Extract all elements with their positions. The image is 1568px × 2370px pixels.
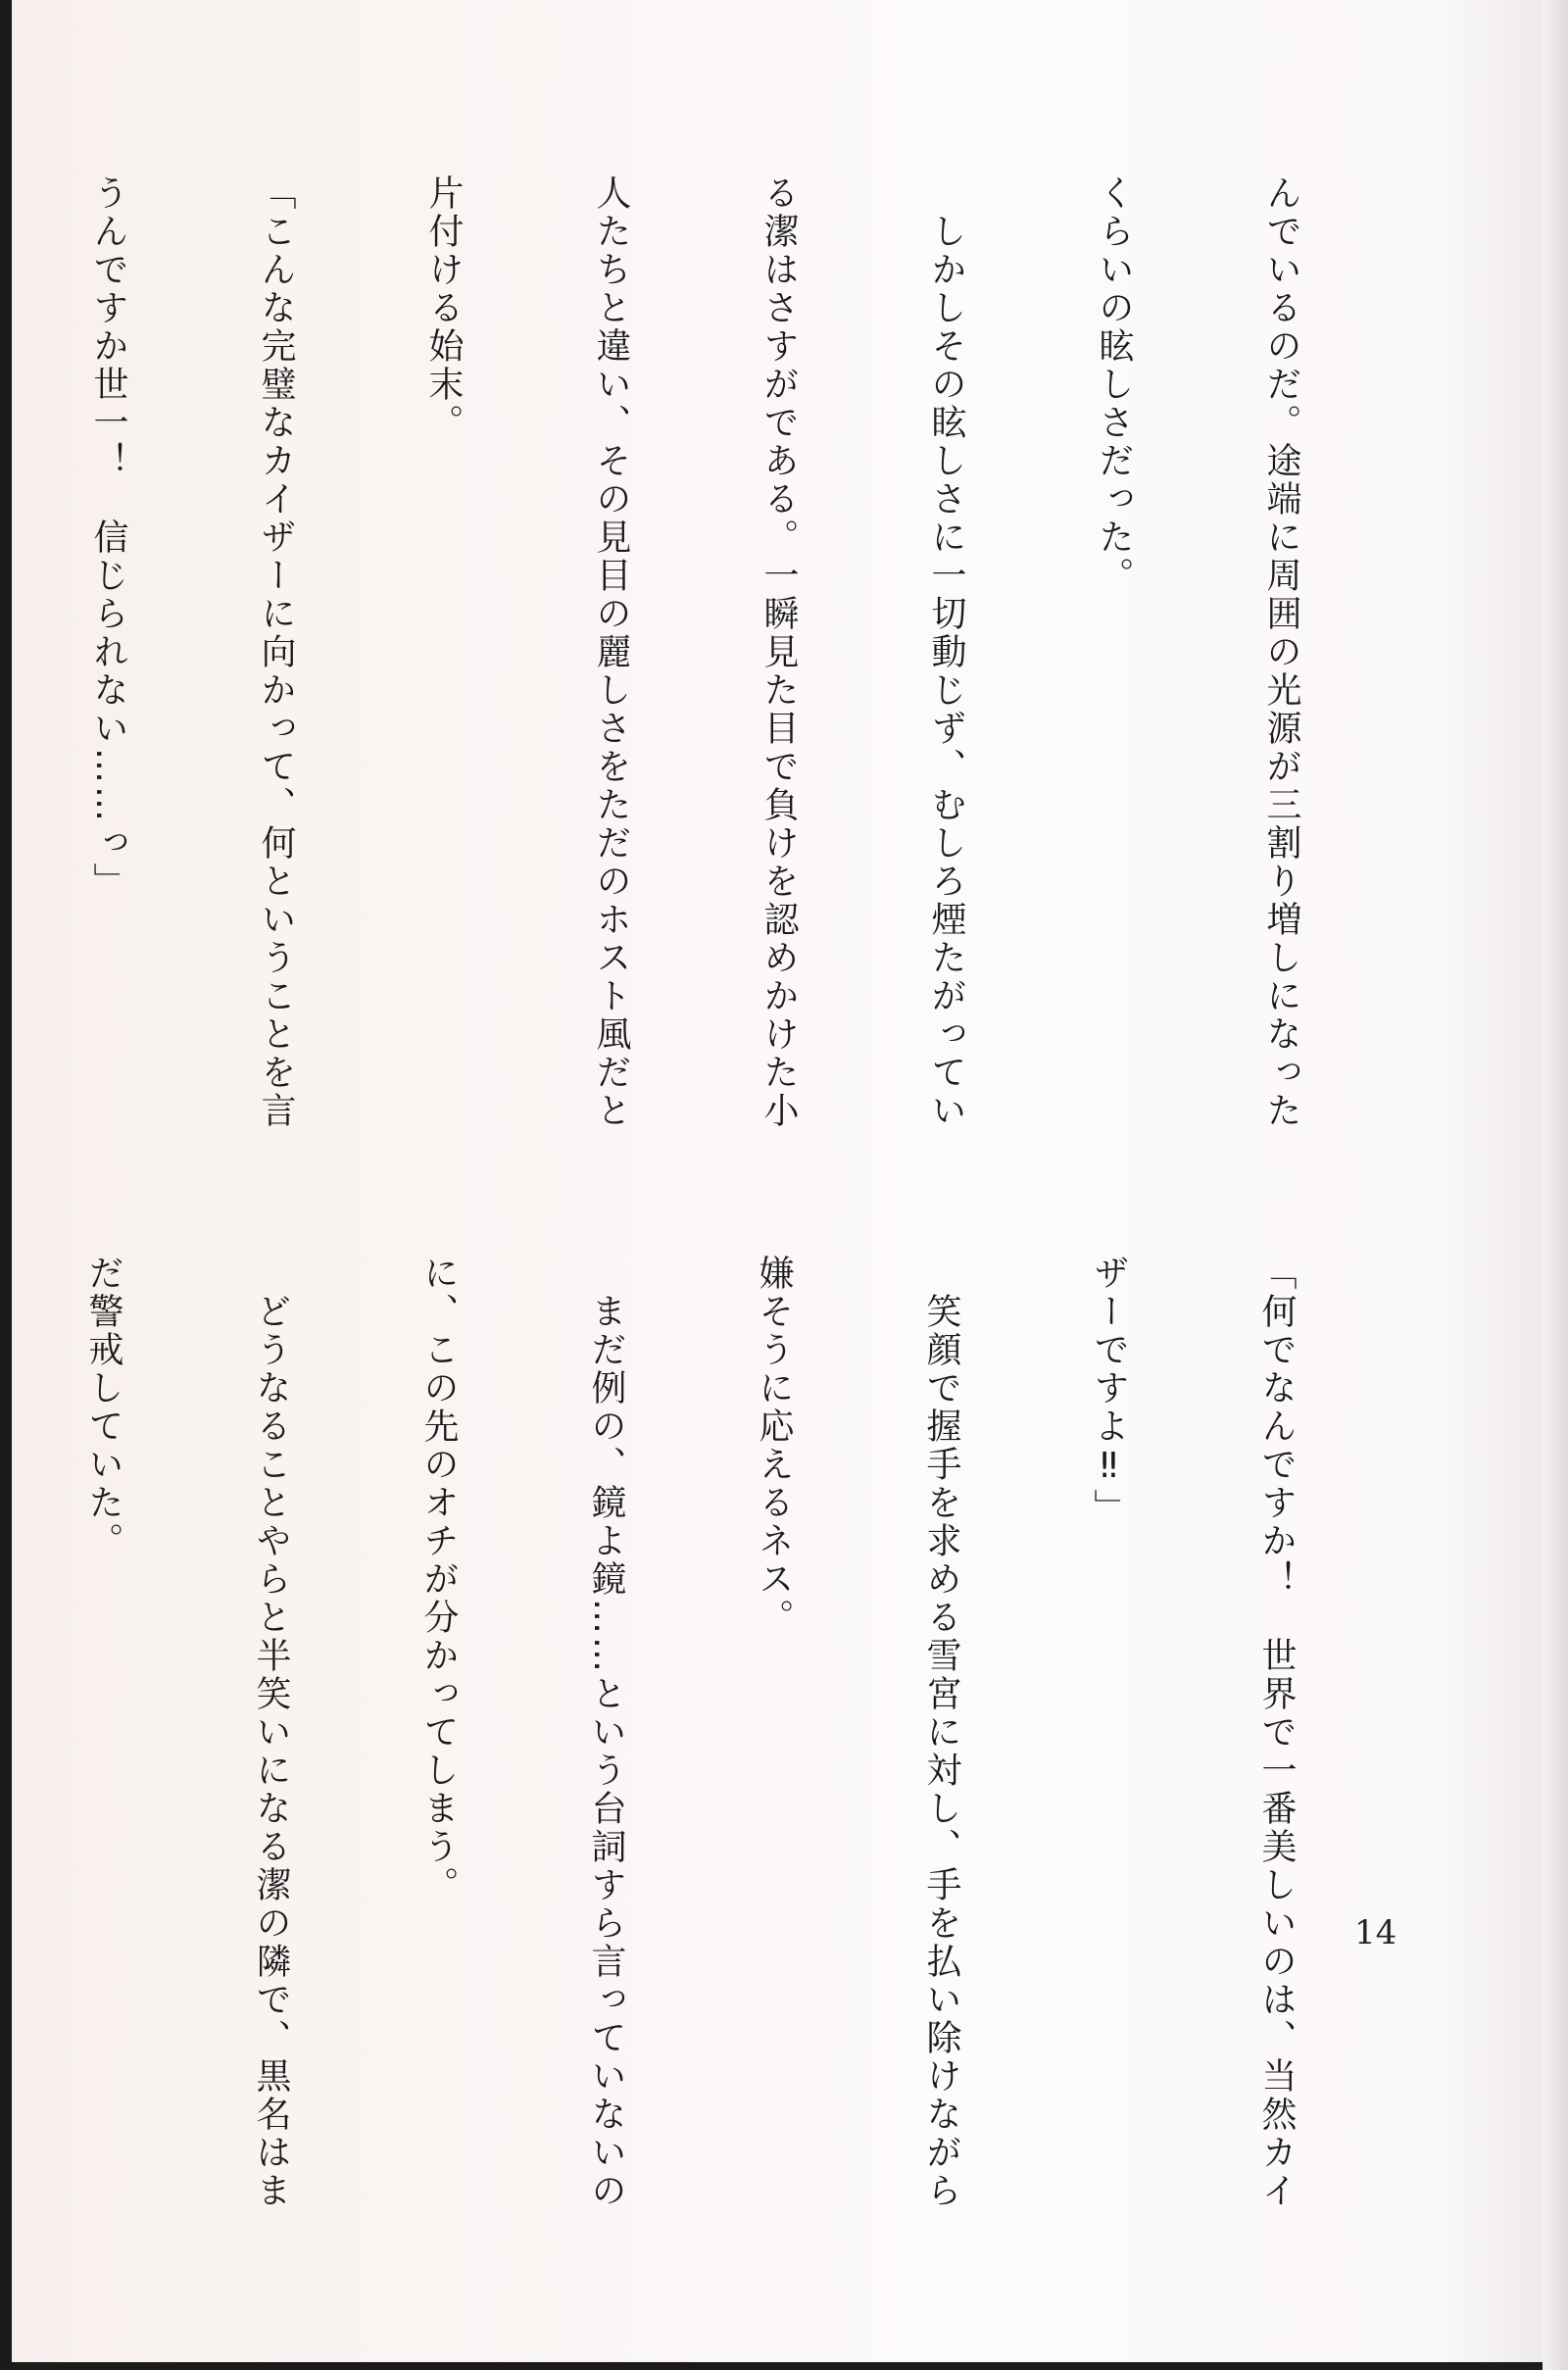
lower-text-block [83,1255,1416,2245]
text-column: に、この先のオチが分かってしまう。 [418,1255,459,1904]
text-column: しかしその眩しさに一切動じず、むしろ煙たがってい [926,174,966,1130]
page-edge-shadow [1543,0,1568,2370]
text-column: る潔はさすがである。一瞬見た目で負けを認めかけた小 [759,174,799,1130]
text-column: 「何でなんですか！ 世界で一番美しいのは、当然カイ [1256,1255,1297,2210]
text-column: 片付ける始末。 [423,174,464,442]
text-column: ザーですよ‼」 [1089,1255,1129,1527]
scan-border-bottom [0,2362,1568,2370]
text-column: まだ例の、鏡よ鏡……という台詞すら言っていないの [586,1255,626,2210]
text-column: 嫌そうに応えるネス。 [754,1255,794,1637]
text-column: 笑顔で握手を求める雪宮に対し、手を払い除けながら [921,1255,961,2210]
page-number: 14 [1354,1913,1397,1952]
text-column: だ警戒していた。 [83,1255,123,1560]
text-column: うんですか世一！ 信じられない……っ」 [88,174,128,901]
text-column: どうなることやらと半笑いになる潔の隣で、黒名はま [251,1255,291,2210]
text-column: んでいるのだ。途端に周囲の光源が三割り増しになった [1261,174,1301,1130]
text-column: 「こんな完璧なカイザーに向かって、何ということを言 [256,174,296,1130]
upper-text-block [88,174,1421,1184]
text-column: 人たちと違い、その見目の麗しさをただのホスト風だと [591,174,631,1130]
text-column: くらいの眩しさだった。 [1094,174,1134,595]
